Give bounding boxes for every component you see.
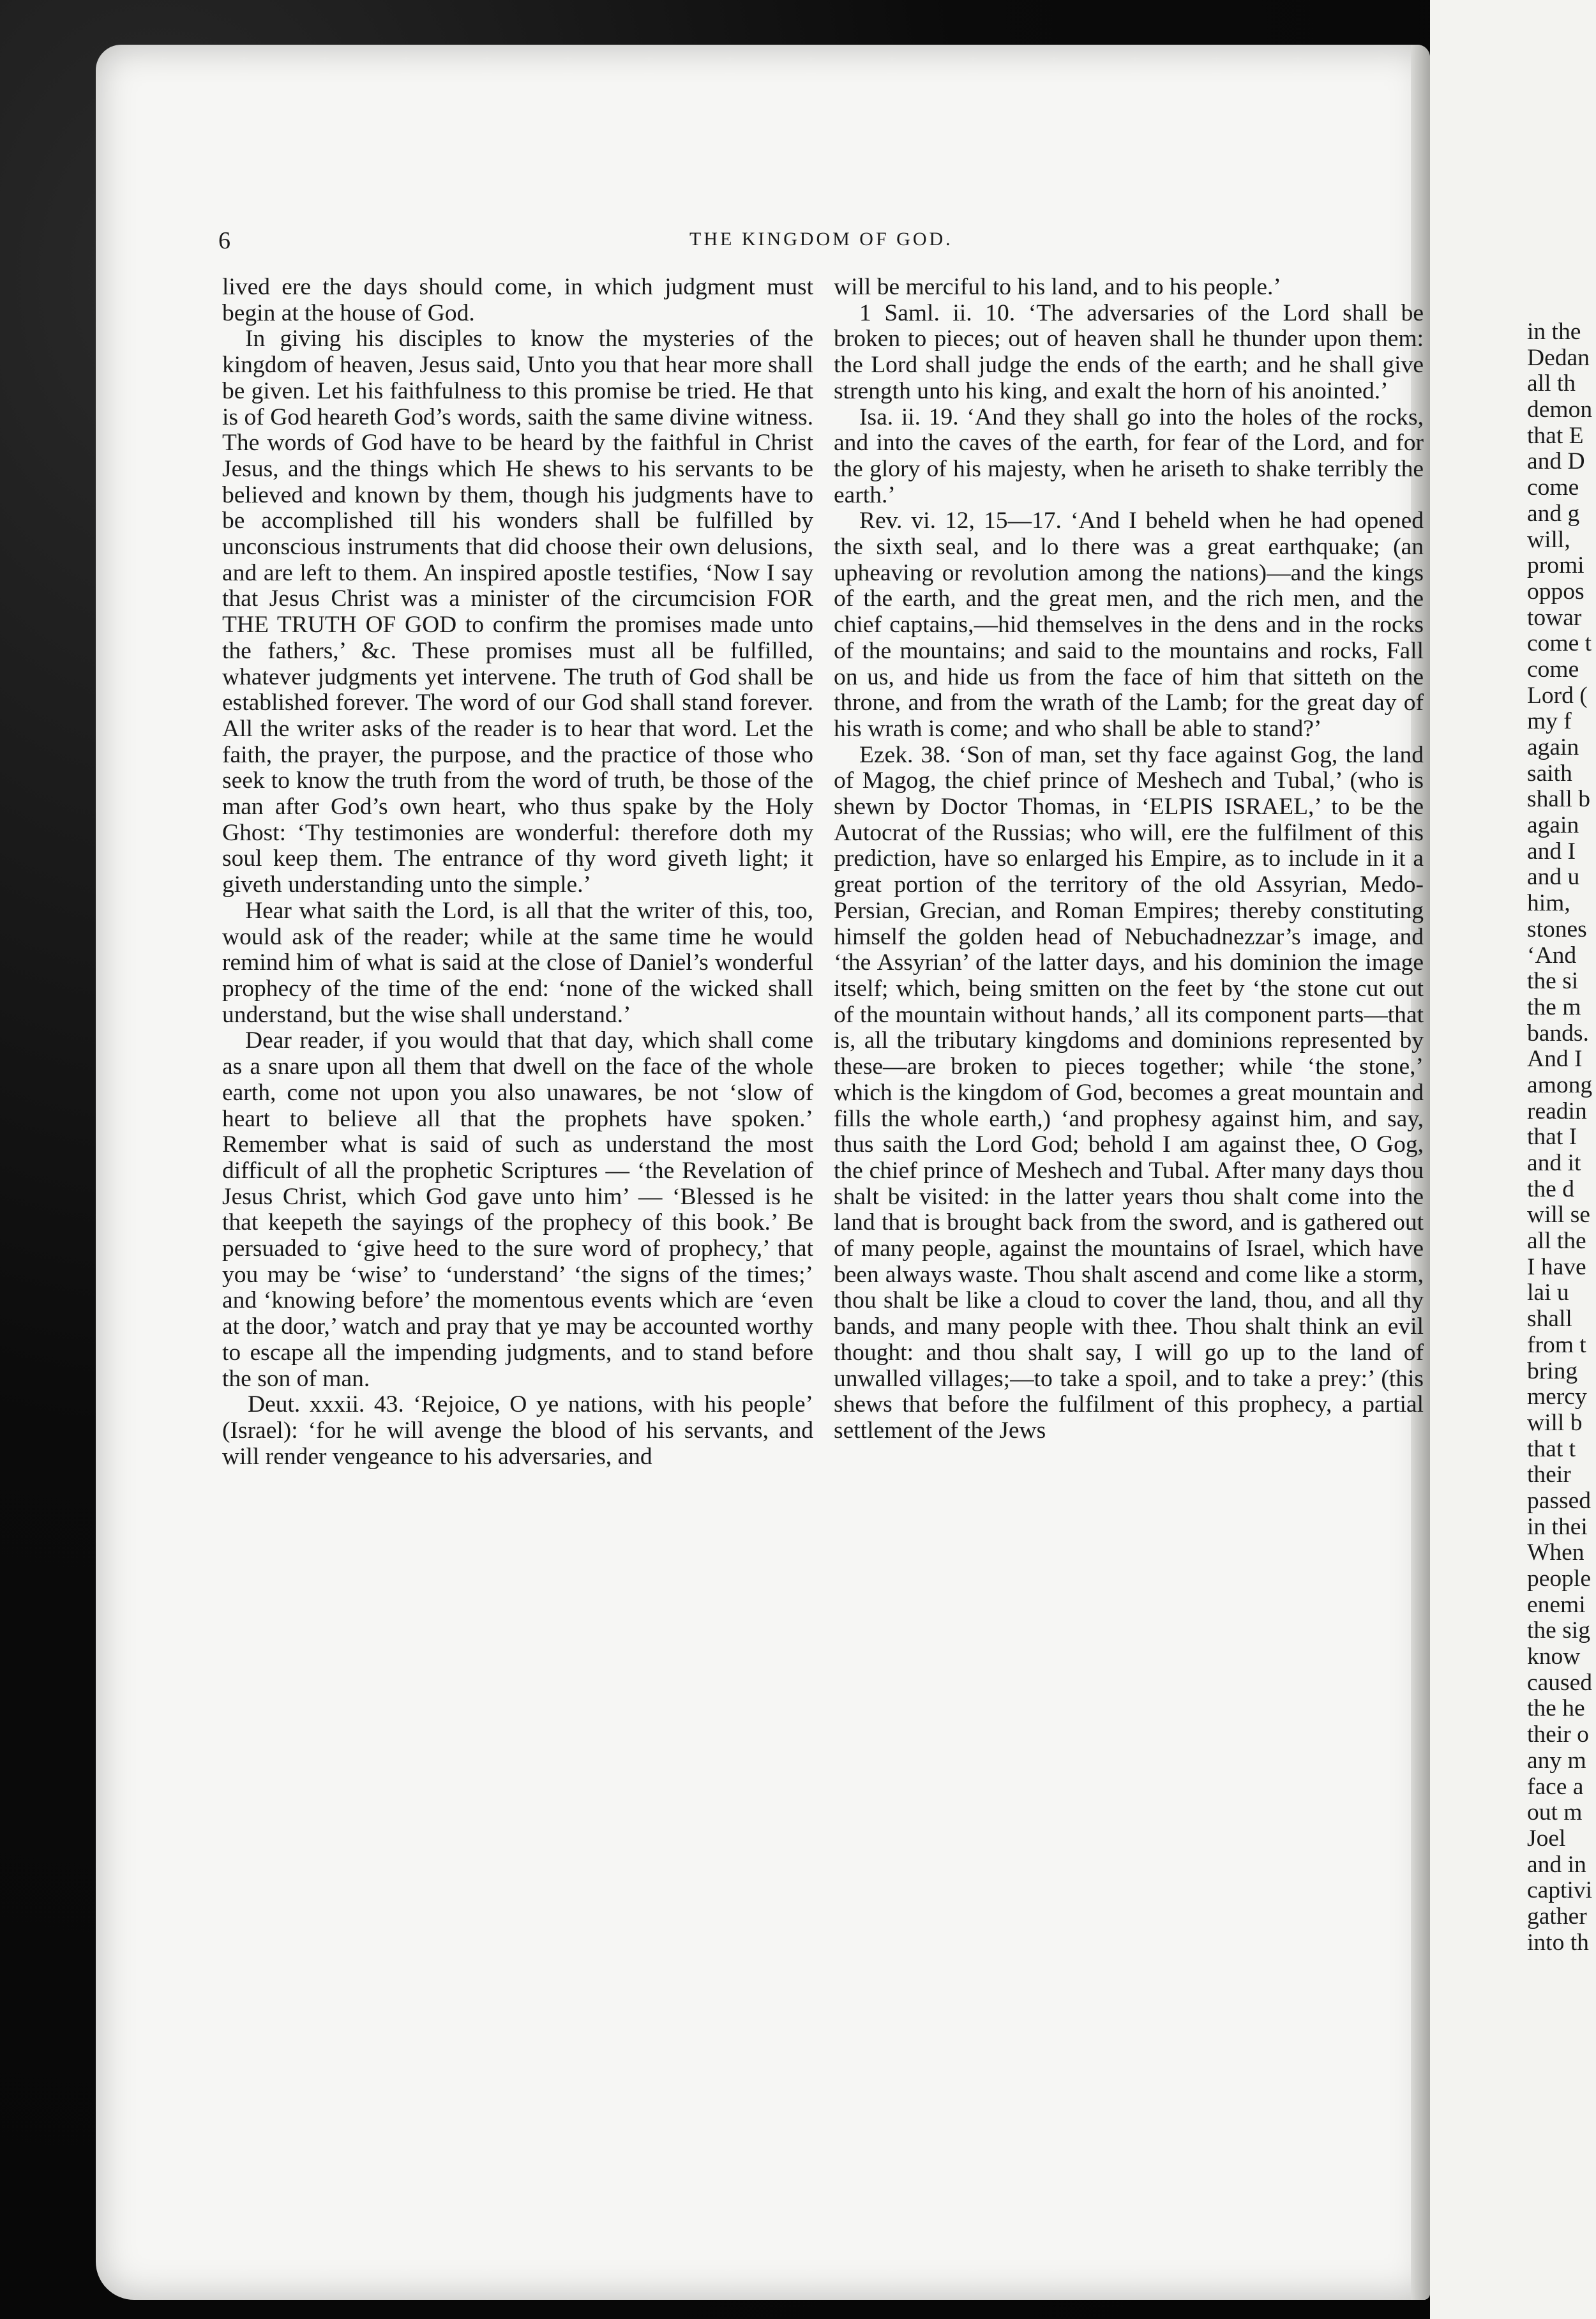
- facing-page-line: readin: [1527, 1098, 1587, 1124]
- facing-page-line: my f: [1527, 708, 1572, 735]
- facing-page-line: promi: [1527, 552, 1585, 579]
- facing-page-line: caused: [1527, 1669, 1593, 1696]
- running-title: THE KINGDOM OF GOD.: [689, 229, 953, 250]
- facing-page-line: in thei: [1527, 1513, 1588, 1540]
- facing-page-line: come: [1527, 656, 1579, 683]
- facing-page-line: their o: [1527, 1721, 1589, 1748]
- facing-page-line: gather: [1527, 1903, 1587, 1930]
- paragraph: Deut. xxxii. 43. ‘Rejoice, O ye nations, with his people’ (Israel): ‘for he will avenge the blood of his servants, and will render vengeance to his adversaries, and: [222, 1391, 813, 1470]
- facing-page-line: and I: [1527, 838, 1576, 865]
- facing-page-line: demon: [1527, 397, 1593, 423]
- paragraph: Ezek. 38. ‘Son of man, set thy face against Gog, the land of Magog, the chief prince of Meshech and Tubal,’ (who is shewn by Doctor Thomas, in ‘ELPIS ISRAEL,’ to be the Autocrat of the Russias; who will, ere the fulfilment of this prediction, have so enlarged his Empire, as to include in it a great portion of the territory of the old Assyrian, Medo-Persian, Grecian, and Roman Empires; thereby constituting himself the golden head of Nebuchadnezzar’s image, and ‘the Assyrian’ of the latter days, and his dominion the image itself; which, being smitten on the feet by ‘the stone cut out of the mountain without hands,’ all its component parts—that is, all the tributary kingdoms and dominions represented by these—are broken to pieces together; while ‘the stone,’ which is the kingdom of God, becomes a great mountain and fills the whole earth,) ‘and prophesy against him, and say, thus saith the Lord God; behold I am against thee, O Gog, the chief prince of Meshech and Tubal. After many days thou shalt be visited: in the latter years thou shalt come into the land that is brought back from the sword, and is gathered out of many people, against the mountains of Israel, which have been always waste. Thou shalt ascend and come like a storm, thou shalt be like a cloud to cover the land, thou, and all thy bands, and many people with thee. Thou shalt think an evil thought: and thou shalt say, I will go up to the land of unwalled villages;—to take a spoil, and to take a prey:’ (this shews that before the fulfilment of this prophecy, a partial settlement of the Jews: [834, 741, 1424, 1444]
- facing-page-line: come t: [1527, 630, 1592, 657]
- facing-page-line: lai u: [1527, 1280, 1569, 1306]
- facing-page-line: and it: [1527, 1150, 1581, 1176]
- facing-page-line: the d: [1527, 1175, 1574, 1202]
- paragraph: 1 Saml. ii. 10. ‘The adversaries of the Lord shall be broken to pieces; out of heaven shall he thunder upon them: the Lord shall judge the ends of the earth; and he shall give strength unto his king, and exalt the horn of his anointed.’: [834, 299, 1424, 404]
- facing-page-line: oppos: [1527, 578, 1585, 605]
- facing-page-line: mercy: [1527, 1384, 1587, 1410]
- facing-page-line: know: [1527, 1643, 1581, 1670]
- facing-page-line: that I: [1527, 1124, 1577, 1151]
- facing-page-line: towar: [1527, 604, 1582, 631]
- facing-page-line: that E: [1527, 422, 1584, 449]
- facing-page-line: among: [1527, 1071, 1593, 1098]
- facing-page-line: out m: [1527, 1799, 1583, 1826]
- facing-page-line: captivi: [1527, 1877, 1593, 1904]
- facing-page-line: the si: [1527, 968, 1579, 995]
- facing-page-line: into th: [1527, 1929, 1589, 1956]
- facing-page-line: again: [1527, 734, 1579, 760]
- facing-page-line: face a: [1527, 1773, 1584, 1800]
- facing-page-line: passed: [1527, 1487, 1591, 1514]
- facing-page-line: Joel: [1527, 1825, 1566, 1852]
- facing-page-line: When: [1527, 1539, 1585, 1566]
- facing-page-text: [1527, 319, 1596, 1956]
- facing-page-line: people: [1527, 1566, 1591, 1592]
- facing-page-line: the he: [1527, 1695, 1585, 1722]
- facing-page-line: the m: [1527, 993, 1581, 1020]
- facing-page-line: all th: [1527, 370, 1576, 397]
- paragraph: will be merciful to his land, and to his people.’: [834, 274, 1281, 300]
- right-text-column: [834, 275, 1424, 1444]
- facing-page-line: and g: [1527, 500, 1580, 527]
- facing-page-line: their: [1527, 1462, 1571, 1488]
- facing-page-line: him,: [1527, 890, 1570, 917]
- paragraph: lived ere the days should come, in which judgment must begin at the house of God.: [222, 274, 813, 326]
- facing-page-line: come: [1527, 474, 1579, 501]
- paragraph: Rev. vi. 12, 15—17. ‘And I beheld when he had opened the sixth seal, and lo there was a great earthquake; (an upheaving or revolution among the nations)—and the kings of the earth, and the great men, and the rich men, and the chief captains,—hid themselves in the dens and in the rocks of the mountains; and said to the mountains and rocks, Fall on us, and hide us from the face of him that sitteth on the throne, and from the wrath of the Lamb; for the great day of his wrath is come; and who shall be able to stand?’: [834, 508, 1424, 742]
- facing-page-line: again: [1527, 812, 1579, 839]
- facing-page-line: will b: [1527, 1409, 1583, 1436]
- facing-page-line: shall: [1527, 1306, 1572, 1333]
- facing-page-line: any m: [1527, 1747, 1586, 1774]
- facing-page-line: the sig: [1527, 1617, 1590, 1644]
- facing-page-line: and u: [1527, 864, 1580, 891]
- facing-page-line: all the: [1527, 1228, 1586, 1255]
- facing-page-line: will se: [1527, 1202, 1590, 1228]
- facing-page-line: will,: [1527, 526, 1570, 553]
- facing-page-line: And I: [1527, 1046, 1583, 1073]
- facing-page-line: that t: [1527, 1435, 1576, 1462]
- facing-page-line: and in: [1527, 1851, 1586, 1878]
- facing-page-line: shall b: [1527, 786, 1590, 813]
- facing-page-line: saith: [1527, 760, 1572, 787]
- paragraph: Dear reader, if you would that that day, which shall come as a snare upon all them that dwell on the face of the whole earth, come not upon you also unawares, be not ‘slow of heart to believe all that the prophets have spoken.’ Remember what is said of such as understand the most difficult of all the prophetic Scriptures — ‘the Revelation of Jesus Christ, which God gave unto him’ — ‘Blessed is he that keepeth the sayings of the prophecy of this book.’ Be persuaded to ‘give heed to the sure word of prophecy,’ that you may be ‘wise’ to ‘understand’ ‘the signs of the times;’ and ‘knowing before’ the momentous events which are ‘even at the door,’ watch and pray that ye may be accounted worthy to escape all the impending judgments, and to stand before the son of man.: [222, 1027, 813, 1392]
- facing-page-line: from t: [1527, 1331, 1586, 1358]
- facing-page-line: in the: [1527, 319, 1581, 345]
- facing-page-line: bands.: [1527, 1020, 1589, 1046]
- paragraph: Hear what saith the Lord, is all that the writer of this, too, would ask of the reader; while at the same time he would remind him of what is said at the close of Daniel’s wonderful prophecy of the time of the end: ‘none of the wicked shall understand, but the wise shall understand.’: [222, 897, 813, 1028]
- facing-page-line: and D: [1527, 448, 1585, 475]
- facing-page-line: bring: [1527, 1357, 1578, 1384]
- facing-page-line: Dedan: [1527, 344, 1590, 371]
- paragraph: Isa. ii. 19. ‘And they shall go into the holes of the rocks, and into the caves of the earth, for fear of the Lord, and for the glory of his majesty, when he ariseth to shake terribly the earth.’: [834, 404, 1424, 508]
- facing-page-line: Lord (: [1527, 682, 1588, 709]
- page-number: 6: [218, 227, 230, 254]
- facing-page-line: ‘And: [1527, 942, 1577, 969]
- paragraph: In giving his disciples to know the mysteries of the kingdom of heaven, Jesus said, Unto you that hear more shall be given. Let his faithfulness to this promise be tried. He that is of God heareth God’s words, saith the same divine witness. The words of God have to be heard by the faithful in Christ Jesus, and the things which He shews to his servants to be believed and known by them, though his judgments have to be accomplished till his wonders shall be fulfilled by unconscious instruments that did choose their own delusions, and are left to them. An inspired apostle testifies, ‘Now I say that Jesus Christ was a minister of the circumcision FOR THE TRUTH OF GOD to confirm the promises made unto the fathers,’ &c. These promises must all be fulfilled, whatever judgments yet intervene. The truth of God shall be established forever. The word of our God shall stand forever. All the writer asks of the reader is to hear that word. Let the faith, the prayer, the purpose, and the practice of those who seek to know the truth from the word of truth, be those of the man after God’s own heart, who thus spake by the Holy Ghost: ‘Thy testimonies are wonderful: therefore doth my soul keep them. The entrance of thy word giveth light; it giveth understanding unto the simple.’: [222, 326, 813, 898]
- left-text-column: [222, 275, 813, 1470]
- facing-page-line: I have: [1527, 1253, 1586, 1280]
- facing-page-line: enemi: [1527, 1591, 1586, 1618]
- facing-page-line: stones: [1527, 916, 1587, 942]
